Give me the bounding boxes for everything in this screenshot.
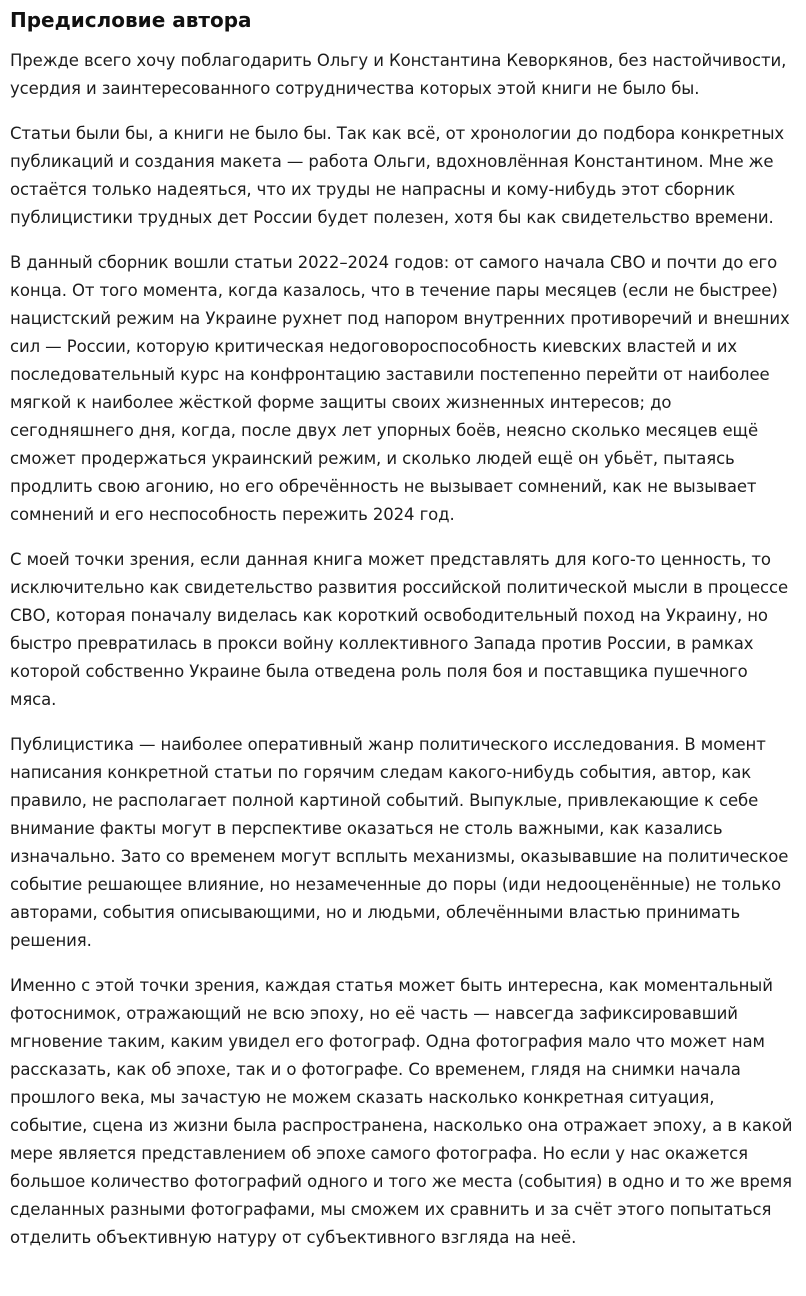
- paragraph-1: Прежде всего хочу поблагодарить Ольгу и Константина Кеворкянов, без настойчивости, усердия и заинтересованного сотрудничества которых этой книги не было бы.: [10, 51, 787, 98]
- paragraph-4: С моей точки зрения, если данная книга может представлять для кого-то ценность, то исключительно как свидетельство развития российской политической мысли в процессе СВО, которая поначалу виделась как короткий освободительный поход на Украину, но быстро превратилась в прокси войну коллективного Запада против России, в рамках которой собственно Украине была отведена роль поля боя и поставщика пушечного мяса.: [10, 550, 789, 709]
- paragraph-2: Статьи были бы, а книги не было бы. Так как всё, от хронологии до подбора конкретных публикаций и создания макета — работа Ольги, вдохновлённая Константином. Мне же остаётся только надеяться, что их труды не напрасны и кому-нибудь этот сборник публицистики трудных дет России будет полезен, хотя бы как свидетельство времени.: [10, 124, 785, 227]
- page-title: Предисловие автора: [10, 8, 252, 32]
- paragraph-6: Именно с этой точки зрения, каждая статья может быть интересна, как моментальный фотоснимок, отражающий не всю эпоху, но её часть — навсегда зафиксировавший мгновение таким, каким увидел его фотограф. Одна фотография мало что может нам рассказать, как об эпохе, так и о фотографе. Со временем, глядя на снимки начала прошлого века, мы зачастую не можем сказать насколько конкретная ситуация, событие, сцена из жизни была распространена, насколько она отражает эпоху, а в какой мере является представлением об эпохе самого фотографа. Но если у нас окажется большое количество фотографий одного и того же места (события) в одно и то же время сделанных разными фотографами, мы сможем их сравнить и за счёт этого попытаться отделить объективную натуру от субъективного взгляда на неё.: [10, 976, 793, 1247]
- paragraph-3: В данный сборник вошли статьи 2022–2024 годов: от самого начала СВО и почти до его конца. От того момента, когда казалось, что в течение пары месяцев (если не быстрее) нацистский режим на Украине рухнет под напором внутренних противоречий и внешних сил — России, которую критическая недоговороспособность киевских властей и их последовательный курс на конфронтацию заставили постепенно перейти от наиболее мягкой к наиболее жёсткой форме защиты своих жизненных интересов; до сегодняшнего дня, когда, после двух лет упорных боёв, неясно сколько месяцев ещё сможет продержаться украинский режим, и сколько людей ещё он убьёт, пытаясь продлить свою агонию, но его обречённость не вызывает сомнений, как не вызывает сомнений и его неспособность пережить 2024 год.: [10, 253, 790, 524]
- paragraph-5: Публицистика — наиболее оперативный жанр политического исследования. В момент написания конкретной статьи по горячим следам какого-нибудь события, автор, как правило, не располагает полной картиной событий. Выпуклые, привлекающие к себе внимание факты могут в перспективе оказаться не столь важными, как казались изначально. Зато со временем могут всплыть механизмы, оказывавшие на политическое событие решающее влияние, но незамеченные до поры (иди недооценённые) не только авторами, события описывающими, но и людьми, облечёнными властью принимать решения.: [10, 735, 789, 950]
